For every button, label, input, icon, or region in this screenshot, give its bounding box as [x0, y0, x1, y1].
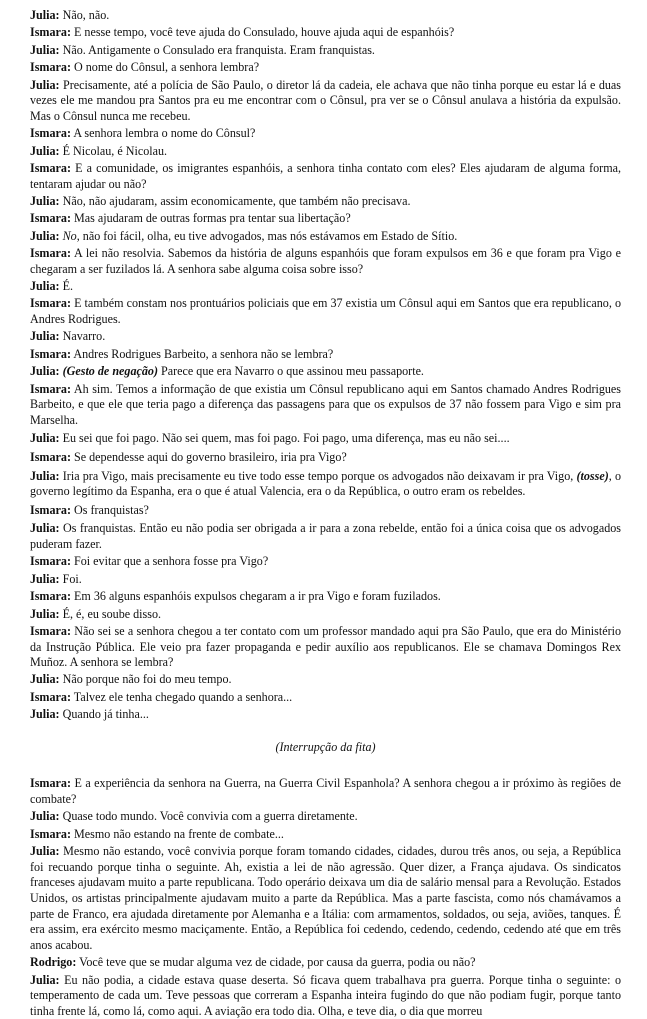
- speech-text: Eu sei que foi pago. Não sei quem, mas foi pago. Foi pago, uma diferença, mas eu não sei....: [59, 431, 510, 446]
- speech-text: Não. Antigamente o Consulado era franquista. Eram franquistas.: [59, 42, 375, 57]
- speaker-label: Julia:: [30, 8, 60, 22]
- transcript-paragraph: [30, 554, 621, 570]
- transcript-paragraph: [30, 144, 621, 160]
- speech-text: Ah sim. Temos a informação de que existia um Cônsul republicano aqui em Santos chamado Andres Rodrigues Barbeito, e que ele que teria pago a diferença das passagens para que os expulsos de 37 não fossem para Vigo e sim pra Marselha.: [30, 381, 621, 427]
- speaker-label: Julia:: [30, 42, 60, 57]
- speaker-label: Julia:: [30, 431, 60, 446]
- transcript-paragraph: [30, 973, 621, 1019]
- speech-text: É.: [59, 279, 74, 294]
- transcript-paragraph: [30, 78, 621, 125]
- speech-text: , o governo legítimo da Espanha, era o que é atual Valencia, era o da República, o outro eram os rebeldes.: [30, 468, 622, 499]
- speech-text: Mesmo não estando na frente de combate...: [70, 826, 284, 841]
- speech-text: Os franquistas. Então eu não podia ser obrigada a ir para a zona rebelde, então foi a única coisa que os advogados puderam fazer.: [30, 521, 621, 551]
- speech-text: Não, não ajudaram, assim economicamente, que também não precisava.: [59, 193, 411, 208]
- speaker-label: Ismara:: [30, 826, 71, 841]
- speech-text: Não porque não foi do meu tempo.: [59, 672, 232, 687]
- transcript-paragraph: [30, 955, 621, 971]
- transcript-paragraph: [30, 60, 621, 76]
- transcript-paragraph: [30, 607, 621, 623]
- speaker-label: Ismara:: [30, 449, 71, 464]
- speech-text: Os franquistas?: [70, 502, 149, 517]
- transcript-paragraph: [30, 296, 621, 327]
- transcript-paragraph: [30, 43, 621, 59]
- speaker-label: Julia:: [30, 228, 60, 243]
- speaker-label: Julia:: [30, 143, 60, 158]
- transcript-paragraph: [30, 161, 621, 192]
- speech-text: Quando já tinha...: [59, 707, 149, 722]
- speaker-label: Julia:: [30, 672, 60, 687]
- transcript-paragraph: [30, 672, 621, 688]
- transcript-paragraph: [30, 382, 621, 429]
- speech-text: E a experiência da senhora na Guerra, na Guerra Civil Espanhola? A senhora chegou a ir próximo às regiões de combate?: [30, 776, 621, 807]
- speaker-label: Ismara:: [30, 296, 71, 311]
- transcript-paragraph: [30, 8, 621, 24]
- speaker-label: Julia:: [30, 972, 60, 987]
- stage-direction: No: [62, 228, 77, 243]
- transcript-paragraph: [30, 347, 621, 363]
- speaker-label: Julia:: [30, 468, 60, 483]
- transcript-paragraph: [30, 211, 621, 227]
- speech-text: Navarro.: [59, 329, 106, 344]
- speech-text: Em 36 alguns espanhóis expulsos chegaram a ir pra Vigo e foram fuzilados.: [70, 589, 441, 604]
- tape-interruption-note: (Interrupção da fita): [275, 739, 376, 754]
- speaker-label: Julia:: [30, 571, 60, 586]
- speaker-label: Ismara:: [30, 346, 71, 361]
- speaker-label: Ismara:: [30, 623, 71, 638]
- speaker-label: Julia:: [30, 77, 60, 92]
- speaker-label: Ismara:: [30, 381, 71, 396]
- speaker-label: Ismara:: [30, 160, 71, 175]
- speaker-label: Ismara:: [30, 689, 71, 704]
- transcript-paragraph: [30, 329, 621, 345]
- speech-text: Quase todo mundo. Você convivia com a guerra diretamente.: [59, 809, 358, 824]
- speech-text: Se dependesse aqui do governo brasileiro, iria pra Vigo?: [70, 449, 347, 464]
- speech-text: Foi evitar que a senhora fosse pra Vigo?: [70, 554, 269, 569]
- transcript-paragraph: [30, 809, 621, 825]
- speech-text: Mesmo não estando, você convivia porque foram tomando cidades, cidades, durou três anos, ou seja, a República foi recuando porque tinha o seguinte. Ah, existia a lei de não agressão. Quer dizer, a França ajudava. Os sindicatos franceses ajudavam muito a parte republicana. Todo operário deixava um dia de salário mensal para a Revolução. Estados Unidos, os artistas principalmente ajudavam muito a parte da República. Mas a parte fascista, como nós chamávamos a parte de Franco, era ajudada diretamente por Alemanha e a Itália: com armamentos, soldados, ou seja, aviões, tanques. É era assim, era exército mesmo maciçamente. Então, a República foi cedendo, cedendo, cedendo, cedendo até que em três anos acabou.: [30, 844, 621, 952]
- speaker-label: Julia:: [30, 809, 60, 824]
- speech-text: Não, não.: [59, 8, 110, 22]
- speech-text: A lei não resolvia. Sabemos da história de alguns espanhóis que foram expulsos em 36 e que foram pra Vigo e chegaram a ser fuzilados lá. A senhora sabe alguma coisa sobre isso?: [30, 246, 621, 276]
- speaker-label: Ismara:: [30, 246, 71, 261]
- transcript-paragraph: [30, 194, 621, 210]
- speech-text: Eu não podia, a cidade estava quase deserta. Só ficava quem trabalhava pra guerra. Porque tinha o seguinte: o temperamento de cada um. Teve pessoas que correram a Espanha inteira fugindo do que não podiam fugir, porque tanto tinha frente lá, como lá, como aqui. A aviação era todo dia. Olha, e teve dia, o dia que morreu: [30, 972, 621, 1018]
- transcript-paragraph: [30, 431, 621, 447]
- transcript-paragraph: [30, 589, 621, 605]
- transcript-paragraph: [30, 25, 621, 41]
- speaker-label: Julia:: [30, 193, 60, 208]
- speaker-label: Julia:: [30, 364, 60, 379]
- speech-text: Não sei se a senhora chegou a ter contato com um professor mandado aqui pra São Paulo, que era do Ministério da Instrução Pública. Ele veio pra fazer propaganda e pedir auxílio aos republicanos. Ele se chamava Domingos Rex Muñoz. A senhora se lembra?: [30, 623, 621, 670]
- speech-text: Parece que era Navarro o que assinou meu passaporte.: [158, 364, 424, 379]
- speech-text: , não foi fácil, olha, eu tive advogados, mas nós estávamos em Estado de Sítio.: [76, 228, 458, 243]
- transcript-section-before-interruption: [30, 8, 621, 723]
- speech-text: É Nicolau, é Nicolau.: [59, 143, 168, 158]
- transcript-paragraph: [30, 469, 621, 500]
- speech-text: Você teve que se mudar alguma vez de cidade, por causa da guerra, podia ou não?: [76, 955, 476, 970]
- speaker-label: Julia:: [30, 521, 60, 536]
- speaker-label: Rodrigo:: [30, 955, 77, 970]
- transcript-paragraph: [30, 572, 621, 588]
- speech-text: E nesse tempo, você teve ajuda do Consulado, houve ajuda aqui de espanhóis?: [70, 25, 455, 40]
- speaker-label: Julia:: [30, 279, 60, 294]
- speaker-label: Ismara:: [30, 554, 71, 569]
- speech-text: Andres Rodrigues Barbeito, a senhora não se lembra?: [70, 346, 334, 361]
- transcript-section-after-interruption: [30, 776, 621, 1019]
- speaker-label: Ismara:: [30, 126, 71, 141]
- speaker-label: Ismara:: [30, 589, 71, 604]
- transcript-paragraph: [30, 229, 621, 245]
- transcript-paragraph: [30, 844, 621, 953]
- speech-text: É, é, eu soube disso.: [59, 606, 162, 621]
- speech-text: Foi.: [59, 571, 82, 586]
- stage-direction: (tosse): [576, 468, 609, 483]
- speech-text: E também constam nos prontuários policiais que em 37 existia um Cônsul aqui em Santos que era republicano, o Andres Rodrigues.: [30, 296, 621, 327]
- transcript-paragraph: [30, 776, 621, 807]
- speech-text: E a comunidade, os imigrantes espanhóis, a senhora tinha contato com eles? Eles ajudaram de alguma forma, tentaram ajudar ou não?: [30, 160, 621, 191]
- speaker-label: Julia:: [30, 844, 60, 859]
- transcript-paragraph: [30, 707, 621, 723]
- transcript-paragraph: [30, 126, 621, 142]
- speaker-label: Ismara:: [30, 211, 71, 226]
- speaker-label: Ismara:: [30, 502, 71, 517]
- speech-text: O nome do Cônsul, a senhora lembra?: [70, 60, 260, 75]
- speaker-label: Ismara:: [30, 25, 71, 40]
- speech-text: Talvez ele tenha chegado quando a senhora...: [70, 689, 293, 704]
- speech-text: Mas ajudaram de outras formas pra tentar sua libertação?: [70, 211, 351, 226]
- speech-text: Iria pra Vigo, mais precisamente eu tive todo esse tempo porque os advogados não deixavam ir pra Vigo,: [59, 468, 577, 483]
- speaker-label: Ismara:: [30, 60, 71, 75]
- transcript-paragraph: [30, 279, 621, 295]
- transcript-paragraph: [30, 624, 621, 671]
- speaker-label: Julia:: [30, 707, 60, 722]
- stage-direction: (Gesto de negação): [62, 364, 158, 379]
- transcript-paragraph: [30, 503, 621, 519]
- transcript-paragraph: [30, 690, 621, 706]
- speaker-label: Julia:: [30, 329, 60, 344]
- transcript-paragraph: [30, 246, 621, 277]
- transcript-paragraph: [30, 521, 621, 552]
- transcript-paragraph: [30, 450, 621, 466]
- transcript-paragraph: [30, 364, 621, 380]
- speech-text: A senhora lembra o nome do Cônsul?: [70, 126, 256, 141]
- speech-text: Precisamente, até a polícia de São Paulo, o diretor lá da cadeia, ele achava que não tinha porque eu estar lá e duas vezes ele me mandou pra Santos pra eu me encontrar com o Cônsul, pra ver se o Cônsul anulava a história da expulsão. Mas o Cônsul nunca me recebeu.: [30, 77, 621, 123]
- transcript-paragraph: [30, 827, 621, 843]
- speaker-label: Julia:: [30, 606, 60, 621]
- speaker-label: Ismara:: [30, 776, 71, 791]
